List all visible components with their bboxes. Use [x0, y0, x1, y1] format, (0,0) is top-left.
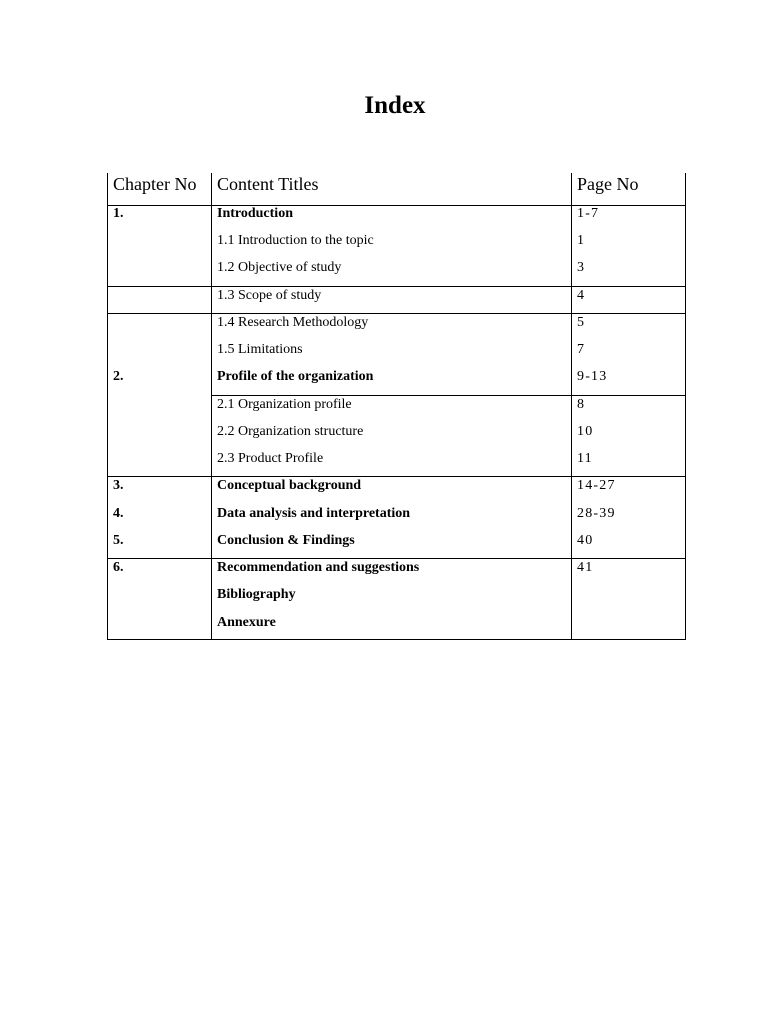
page-number: 4 [577, 288, 586, 303]
column-divider-chapter [211, 173, 212, 640]
column-header-content: Content Titles [217, 174, 319, 194]
page-number: 28-39 [577, 506, 616, 521]
content-title: Profile of the organization [217, 369, 374, 384]
column-header-page: Page No [577, 174, 639, 194]
page-number: 11 [577, 451, 593, 466]
content-title: Data analysis and interpretation [217, 506, 411, 521]
chapter-number: 6. [113, 560, 124, 575]
chapter-number: 2. [113, 369, 124, 384]
page-number: 7 [577, 342, 586, 357]
chapter-number: 1. [113, 206, 124, 221]
table-border-bottom [107, 639, 685, 640]
chapter-number: 4. [113, 506, 124, 521]
page-number: 8 [577, 397, 586, 412]
content-title: Recommendation and suggestions [217, 560, 420, 575]
index-table [107, 173, 685, 640]
column-divider-page [571, 173, 572, 640]
page-number: 5 [577, 315, 586, 330]
page-number: 41 [577, 560, 594, 575]
content-title: 1.2 Objective of study [217, 260, 342, 275]
chapter-number: 5. [113, 533, 124, 548]
content-title: Annexure [217, 615, 276, 630]
page-number: 1-7 [577, 206, 600, 221]
page-title: Index [364, 92, 426, 119]
row-divider [107, 313, 685, 314]
content-title: Conclusion & Findings [217, 533, 355, 548]
content-title: 2.1 Organization profile [217, 397, 352, 412]
chapter-number: 3. [113, 478, 124, 493]
content-title: 2.3 Product Profile [217, 451, 324, 466]
table-border-left [107, 173, 108, 640]
page-number: 40 [577, 533, 594, 548]
content-title: 1.4 Research Methodology [217, 315, 369, 330]
content-title: Conceptual background [217, 478, 362, 493]
content-title: 1.5 Limitations [217, 342, 303, 357]
row-divider [107, 286, 685, 287]
page-number: 10 [577, 424, 594, 439]
content-title: Bibliography [217, 587, 296, 602]
content-title: 1.1 Introduction to the topic [217, 233, 374, 248]
page-number: 3 [577, 260, 586, 275]
page-number: 1 [577, 233, 586, 248]
page-number: 14-27 [577, 478, 616, 493]
content-title: 1.3 Scope of study [217, 288, 322, 303]
page-number: 9-13 [577, 369, 608, 384]
table-border-right [685, 173, 686, 640]
content-title: Introduction [217, 206, 293, 221]
column-header-chapter: Chapter No [113, 174, 197, 194]
content-title: 2.2 Organization structure [217, 424, 364, 439]
